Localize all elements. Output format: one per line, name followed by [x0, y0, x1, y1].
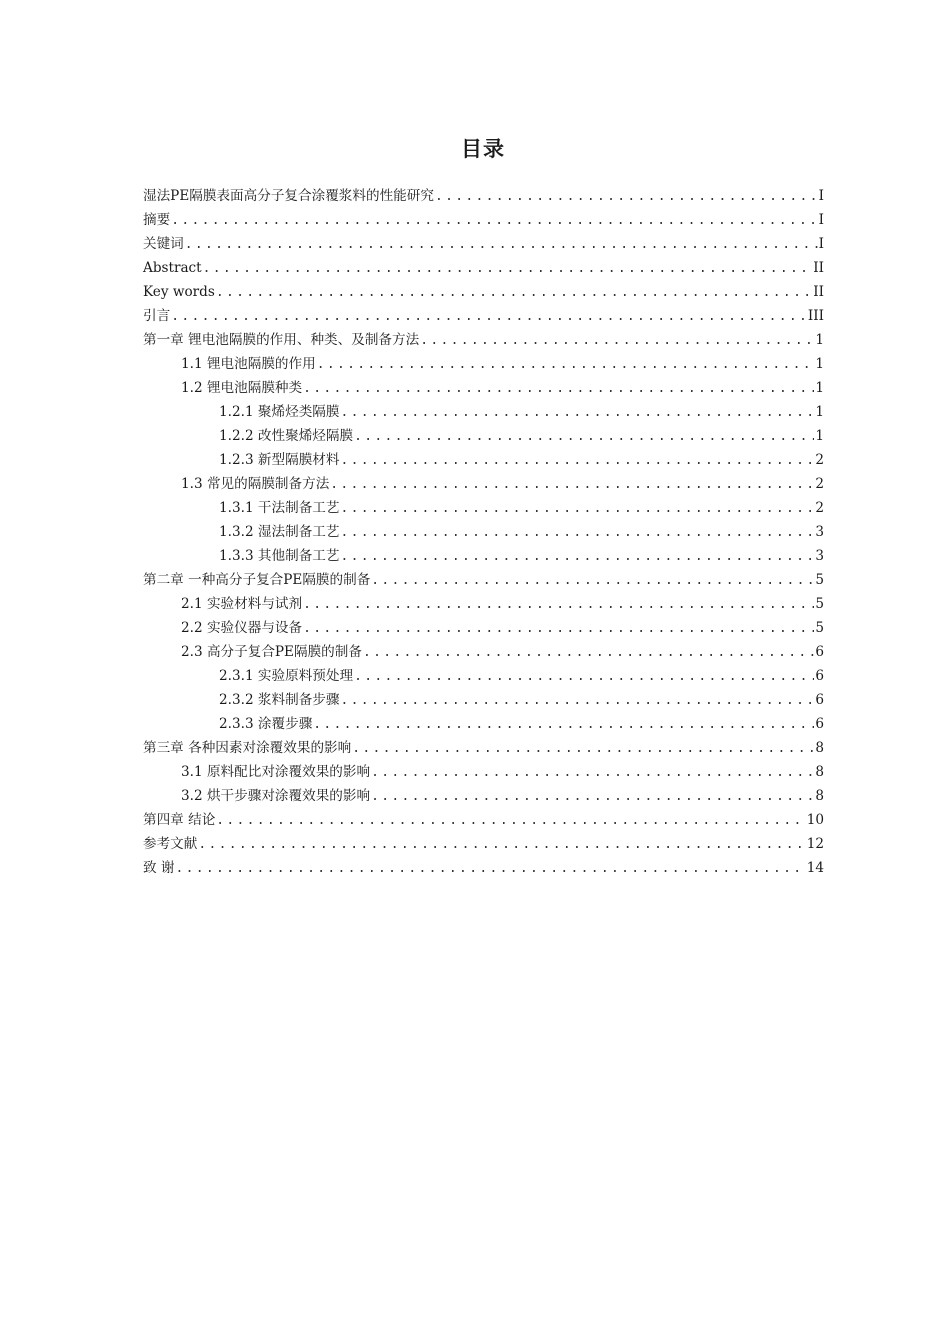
toc-entry[interactable] — [143, 232, 824, 256]
toc-entry-label: 2.3 高分子复合PE隔膜的制备 — [181, 644, 362, 660]
toc-entry-label: Abstract — [143, 260, 202, 276]
toc-entry[interactable] — [143, 304, 824, 328]
toc-entry[interactable] — [143, 184, 824, 208]
toc-entry[interactable] — [143, 856, 824, 880]
toc-entry[interactable] — [143, 784, 824, 808]
toc-entry-label: 引言 — [143, 308, 171, 324]
dot-leader — [185, 233, 818, 257]
toc-entry-label: 致 谢 — [143, 860, 175, 876]
toc-entry[interactable] — [143, 328, 824, 352]
toc-entry-label: 1.2 锂电池隔膜种类 — [181, 380, 303, 396]
toc-entry[interactable] — [143, 472, 824, 496]
dot-leader — [363, 641, 814, 665]
toc-entry-label: 1.2.2 改性聚烯烃隔膜 — [219, 428, 354, 444]
dot-leader — [420, 329, 814, 353]
toc-entry-label: 第二章 一种高分子复合PE隔膜的制备 — [143, 572, 371, 588]
dot-leader — [340, 545, 814, 569]
dot-leader — [171, 209, 817, 233]
toc-entry[interactable] — [143, 568, 824, 592]
dot-leader — [371, 785, 814, 809]
toc-entry-label: 1.3.2 湿法制备工艺 — [219, 524, 340, 540]
toc-entry-label: 摘要 — [143, 212, 171, 228]
toc-entry-label: 1.2.1 聚烯烃类隔膜 — [219, 404, 340, 420]
toc-entry-page-number: I — [818, 212, 824, 228]
toc-entry[interactable] — [143, 400, 824, 424]
toc-entry[interactable] — [143, 760, 824, 784]
toc-entry-page-number: 3 — [815, 524, 824, 540]
toc-entry[interactable] — [143, 496, 824, 520]
toc-entry[interactable] — [143, 448, 824, 472]
dot-leader — [352, 737, 814, 761]
toc-entry-page-number: 6 — [815, 644, 824, 660]
toc-entry-label: 2.3.3 涂覆步骤 — [219, 716, 313, 732]
toc-entry-label: 1.3.1 干法制备工艺 — [219, 500, 340, 516]
toc-entry[interactable] — [143, 376, 824, 400]
toc-entry-page-number: 1 — [815, 404, 824, 420]
toc-entry-page-number: 5 — [815, 620, 824, 636]
toc-entry-page-number: 2 — [815, 476, 824, 492]
dot-leader — [171, 305, 807, 329]
toc-entry[interactable] — [143, 256, 824, 280]
dot-leader — [198, 833, 805, 857]
toc-entry-label: Key words — [143, 284, 215, 300]
dot-leader — [371, 569, 814, 593]
dot-leader — [216, 281, 812, 305]
toc-entry-label: 3.2 烘干步骤对涂覆效果的影响 — [181, 788, 371, 804]
toc-entry-label: 2.3.1 实验原料预处理 — [219, 668, 354, 684]
toc-entry[interactable] — [143, 520, 824, 544]
toc-entry-page-number: 10 — [806, 812, 824, 828]
dot-leader — [340, 401, 814, 425]
toc-entry[interactable] — [143, 736, 824, 760]
toc-entry[interactable] — [143, 352, 824, 376]
toc-entry[interactable] — [143, 832, 824, 856]
toc-entry[interactable] — [143, 616, 824, 640]
toc-entry-label: 第一章 锂电池隔膜的作用、种类、及制备方法 — [143, 332, 420, 348]
dot-leader — [340, 689, 814, 713]
toc-entry-page-number: 14 — [806, 860, 824, 876]
toc-entry-label: 1.1 锂电池隔膜的作用 — [181, 356, 316, 372]
toc-entry-page-number: 1 — [815, 356, 824, 372]
dot-leader — [216, 809, 805, 833]
toc-entry-label: 2.3.2 浆料制备步骤 — [219, 692, 340, 708]
dot-leader — [176, 857, 806, 881]
toc-entry-page-number: 8 — [815, 788, 824, 804]
toc-entry[interactable] — [143, 424, 824, 448]
toc-entry[interactable] — [143, 688, 824, 712]
dot-leader — [340, 497, 814, 521]
toc-entry-page-number: 2 — [815, 452, 824, 468]
toc-entry-page-number: II — [813, 284, 824, 300]
toc-entry-page-number: 12 — [806, 836, 824, 852]
toc-entry[interactable] — [143, 544, 824, 568]
toc-entry-label: 参考文献 — [143, 836, 198, 852]
toc-entry-page-number: 3 — [815, 548, 824, 564]
dot-leader — [340, 449, 814, 473]
toc-entry[interactable] — [143, 808, 824, 832]
dot-leader — [313, 713, 814, 737]
toc-entry-label: 3.1 原料配比对涂覆效果的影响 — [181, 764, 371, 780]
dot-leader — [303, 617, 814, 641]
toc-entry-page-number: 6 — [815, 692, 824, 708]
table-of-contents — [143, 184, 824, 880]
toc-entry-label: 1.3 常见的隔膜制备方法 — [181, 476, 330, 492]
toc-entry[interactable] — [143, 712, 824, 736]
toc-entry-page-number: 1 — [815, 428, 824, 444]
dot-leader — [303, 377, 814, 401]
toc-entry-page-number: I — [818, 188, 824, 204]
dot-leader — [203, 257, 813, 281]
toc-entry-page-number: III — [807, 308, 824, 324]
toc-entry-page-number: 8 — [815, 740, 824, 756]
toc-title: 目录 — [461, 137, 505, 161]
toc-entry-label: 1.2.3 新型隔膜材料 — [219, 452, 340, 468]
toc-entry-page-number: 8 — [815, 764, 824, 780]
dot-leader — [371, 761, 814, 785]
toc-entry[interactable] — [143, 640, 824, 664]
toc-entry-page-number: 2 — [815, 500, 824, 516]
toc-entry-label: 湿法PE隔膜表面高分子复合涂覆浆料的性能研究 — [143, 188, 434, 204]
dot-leader — [435, 185, 818, 209]
dot-leader — [354, 425, 814, 449]
toc-entry-page-number: 6 — [815, 668, 824, 684]
toc-entry-page-number: 5 — [815, 596, 824, 612]
dot-leader — [340, 521, 814, 545]
toc-entry-page-number: 6 — [815, 716, 824, 732]
toc-entry[interactable] — [143, 208, 824, 232]
toc-entry-page-number: II — [813, 260, 824, 276]
toc-entry-page-number: 5 — [815, 572, 824, 588]
toc-entry-label: 2.2 实验仪器与设备 — [181, 620, 303, 636]
toc-entry[interactable] — [143, 592, 824, 616]
toc-entry-page-number: I — [818, 236, 824, 252]
toc-entry-page-number: 1 — [815, 332, 824, 348]
dot-leader — [303, 593, 814, 617]
toc-entry-label: 2.1 实验材料与试剂 — [181, 596, 303, 612]
toc-entry[interactable] — [143, 664, 824, 688]
dot-leader — [330, 473, 814, 497]
toc-entry-label: 第四章 结论 — [143, 812, 216, 828]
toc-entry[interactable] — [143, 280, 824, 304]
dot-leader — [317, 353, 815, 377]
toc-entry-label: 关键词 — [143, 236, 184, 252]
toc-entry-label: 1.3.3 其他制备工艺 — [219, 548, 340, 564]
dot-leader — [354, 665, 814, 689]
toc-entry-page-number: 1 — [815, 380, 824, 396]
toc-entry-label: 第三章 各种因素对涂覆效果的影响 — [143, 740, 352, 756]
